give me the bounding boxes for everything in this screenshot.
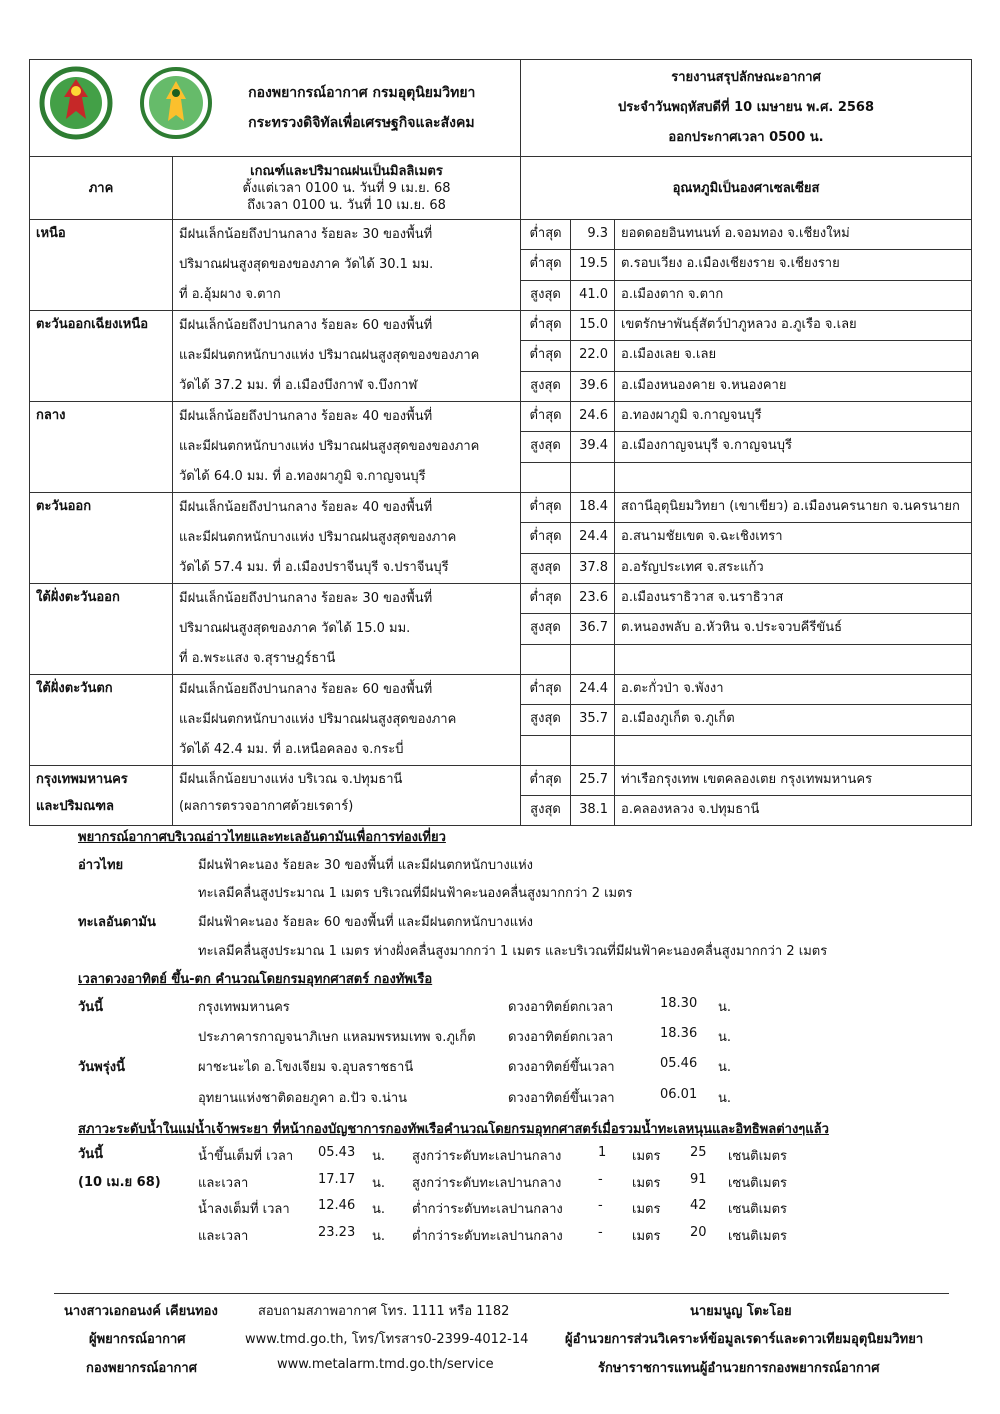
- region-name-line: เหนือ: [36, 226, 66, 241]
- region-name: [30, 493, 173, 584]
- rain-header-line-1: เกณฑ์และปริมาณฝนเป็นมิลลิเมตร: [250, 163, 443, 179]
- forecaster-division: กองพยากรณ์อากาศ: [86, 1361, 197, 1376]
- tide-m: 1: [598, 1145, 607, 1160]
- temp-place: [615, 462, 972, 492]
- temp-place: อ.สนามชัยเขต จ.ฉะเชิงเทรา: [615, 523, 972, 553]
- gulf-line-1: มีฝนฟ้าคะนอง ร้อยละ 30 ของพื้นที่ และมีฝนตกหนักบางแห่ง: [198, 858, 534, 873]
- report-title: รายงานสรุปลักษณะอากาศ: [671, 70, 821, 85]
- temp-value: 25.7: [571, 766, 615, 796]
- sun-time: 06.01: [660, 1087, 698, 1102]
- tide-mu: เมตร: [632, 1229, 661, 1244]
- temp-value: [571, 735, 615, 765]
- report-issue-time: ออกประกาศเวลา 0500 น.: [668, 130, 824, 145]
- sun-event: ดวงอาทิตย์ตกเวลา: [508, 1000, 614, 1015]
- footer-divider: [54, 1293, 949, 1294]
- temp-kind: ต่ำสุด: [521, 402, 571, 432]
- director-title: ผู้อำนวยการส่วนวิเคราะห์ข้อมูลเรดาร์และดาวเทียมอุตุนิยมวิทยา: [565, 1332, 924, 1347]
- contact-service-url[interactable]: www.metalarm.tmd.go.th/service: [277, 1357, 494, 1372]
- region-name: [30, 311, 173, 402]
- rain-line: มีฝนเล็กน้อยถึงปานกลาง ร้อยละ 60 ของพื้นที่: [179, 682, 433, 697]
- andaman-label: ทะเลอันดามัน: [78, 915, 156, 930]
- temp-value: 24.4: [571, 675, 615, 705]
- sun-time: 18.30: [660, 996, 698, 1011]
- temp-kind: ต่ำสุด: [521, 675, 571, 705]
- director-acting-title: รักษาราชการแทนผู้อำนวยการกองพยากรณ์อากาศ: [598, 1361, 880, 1376]
- region-name-line: ใต้ฝั่งตะวันออก: [36, 590, 120, 605]
- tide-cm: 25: [690, 1145, 707, 1160]
- sun-unit: น.: [718, 1000, 732, 1015]
- column-header-temperature: อุณหภูมิเป็นองศาเซลเซียส: [521, 157, 972, 220]
- temp-place: อ.เมืองกาญจนบุรี จ.กาญจนบุรี: [615, 432, 972, 462]
- tide-unit: น.: [372, 1202, 386, 1217]
- tide-mu: เมตร: [632, 1202, 661, 1217]
- rain-line: วัดได้ 57.4 มม. ที่ อ.เมืองปราจีนบุรี จ.ปราจีนบุรี: [179, 560, 449, 575]
- temp-value: 39.4: [571, 432, 615, 462]
- sun-tomorrow-label: วันพรุ่งนี้: [78, 1060, 125, 1075]
- temp-place: ต.หนองพลับ อ.หัวหิน จ.ประจวบคีรีขันธ์: [615, 614, 972, 644]
- contact-phone: สอบถามสภาพอากาศ โทร. 1111 หรือ 1182: [258, 1304, 510, 1319]
- temp-kind: สูงสุด: [521, 432, 571, 462]
- tide-mu: เมตร: [632, 1149, 661, 1164]
- temp-value: 39.6: [571, 371, 615, 401]
- temp-value: 18.4: [571, 493, 615, 523]
- header-organization-cell: [30, 60, 521, 157]
- forecaster-name: นางสาวเอกอนงค์ เคียนทอง: [64, 1304, 218, 1319]
- temp-kind: สูงสุด: [521, 705, 571, 735]
- region-name-line: ตะวันออก: [36, 499, 92, 514]
- rain-line: ปริมาณฝนสูงสุดของของภาค วัดได้ 30.1 มม.: [179, 257, 434, 272]
- contact-website[interactable]: www.tmd.go.th, โทร/โทรสาร0-2399-4012-14: [245, 1332, 529, 1347]
- rain-line: วัดได้ 42.4 มม. ที่ อ.เหนือคลอง จ.กระบี่: [179, 742, 404, 757]
- sun-time: 18.36: [660, 1026, 698, 1041]
- region-name-line: ตะวันออกเฉียงเหนือ: [36, 317, 149, 332]
- weather-summary-table: [29, 59, 972, 826]
- temp-place: [615, 735, 972, 765]
- marine-forecast-title: พยากรณ์อากาศบริเวณอ่าวไทยและทะเลอันดามันเพื่อการท่องเที่ยว: [78, 830, 446, 845]
- tide-m: -: [598, 1198, 603, 1213]
- sun-time: 05.46: [660, 1056, 698, 1071]
- temp-kind: [521, 644, 571, 674]
- temp-value: 22.0: [571, 341, 615, 371]
- org-line-2: กระทรวงดิจิทัลเพื่อเศรษฐกิจและสังคม: [248, 115, 475, 131]
- temp-place: เขตรักษาพันธุ์สัตว์ป่าภูหลวง อ.ภูเรือ จ.เลย: [615, 311, 972, 341]
- tide-cmu: เซนติเมตร: [728, 1176, 788, 1191]
- temp-value: 24.6: [571, 402, 615, 432]
- temp-kind: [521, 462, 571, 492]
- tide-label: น้ำขึ้นเต็มที่ เวลา: [198, 1149, 294, 1164]
- rain-line: และมีฝนตกหนักบางแห่ง ปริมาณฝนสูงสุดของภาค: [179, 712, 457, 727]
- temp-place: สถานีอุตุนิยมวิทยา (เขาเขียว) อ.เมืองนครนายก จ.นครนายก: [615, 493, 972, 523]
- sun-place: ประภาคารกาญจนาภิเษก แหลมพรหมเทพ จ.ภูเก็ต: [198, 1030, 476, 1045]
- rain-line: มีฝนเล็กน้อยบางแห่ง บริเวณ จ.ปทุมธานี: [179, 772, 403, 787]
- temp-place: อ.เมืองเลย จ.เลย: [615, 341, 972, 371]
- region-name-line: กลาง: [36, 408, 66, 423]
- region-row: [30, 766, 972, 796]
- region-row: [30, 675, 972, 705]
- temp-kind: สูงสุด: [521, 371, 571, 401]
- sun-event: ดวงอาทิตย์ขึ้นเวลา: [508, 1060, 615, 1075]
- temp-kind: สูงสุด: [521, 796, 571, 826]
- report-title-cell: [521, 60, 972, 157]
- rain-line: และมีฝนตกหนักบางแห่ง ปริมาณฝนสูงสุดของภาค: [179, 530, 457, 545]
- tide-cm: 91: [690, 1172, 707, 1187]
- column-header-rain: [173, 157, 521, 220]
- tide-cm: 42: [690, 1198, 707, 1213]
- tide-time: 17.17: [318, 1172, 356, 1187]
- temp-kind: ต่ำสุด: [521, 766, 571, 796]
- temp-kind: ต่ำสุด: [521, 523, 571, 553]
- sun-place: ผาชะนะได อ.โขงเจียม จ.อุบลราชธานี: [198, 1060, 414, 1075]
- tide-date-label: (10 เม.ย 68): [78, 1175, 161, 1190]
- tide-m: -: [598, 1172, 603, 1187]
- temp-kind: สูงสุด: [521, 553, 571, 583]
- andaman-line-1: มีฝนฟ้าคะนอง ร้อยละ 60 ของพื้นที่ และมีฝนตกหนักบางแห่ง: [198, 915, 534, 930]
- temp-kind: ต่ำสุด: [521, 493, 571, 523]
- rain-line: และมีฝนตกหนักบางแห่ง ปริมาณฝนสูงสุดของของภาค: [179, 348, 480, 363]
- region-row: [30, 311, 972, 341]
- region-name: [30, 766, 173, 826]
- tide-unit: น.: [372, 1229, 386, 1244]
- region-rain-description: [173, 311, 521, 402]
- tide-unit: น.: [372, 1149, 386, 1164]
- tide-mu: เมตร: [632, 1176, 661, 1191]
- sun-event: ดวงอาทิตย์ตกเวลา: [508, 1030, 614, 1045]
- temp-place: อ.เมืองตาก จ.ตาก: [615, 280, 972, 310]
- director-name: นายมนูญ โตะโอย: [690, 1304, 792, 1319]
- region-rain-description: [173, 493, 521, 584]
- region-row: [30, 220, 972, 250]
- temp-place: อ.ตะกั่วป่า จ.พังงา: [615, 675, 972, 705]
- region-rain-description: [173, 766, 521, 826]
- tide-day-label: วันนี้: [78, 1147, 104, 1162]
- region-name: [30, 675, 173, 766]
- sun-unit: น.: [718, 1060, 732, 1075]
- temp-value: 41.0: [571, 280, 615, 310]
- temp-value: 15.0: [571, 311, 615, 341]
- temp-kind: ต่ำสุด: [521, 220, 571, 250]
- ministry-and-tmd-logo-icon: [36, 63, 216, 143]
- tide-m: -: [598, 1225, 603, 1240]
- sun-place: กรุงเทพมหานคร: [198, 1000, 290, 1015]
- region-row: [30, 402, 972, 432]
- sun-event: ดวงอาทิตย์ขึ้นเวลา: [508, 1091, 615, 1106]
- region-row: [30, 493, 972, 523]
- rain-line: มีฝนเล็กน้อยถึงปานกลาง ร้อยละ 30 ของพื้นที่: [179, 591, 433, 606]
- tide-label: น้ำลงเต็มที่ เวลา: [198, 1202, 290, 1217]
- temp-value: [571, 644, 615, 674]
- rain-line: มีฝนเล็กน้อยถึงปานกลาง ร้อยละ 40 ของพื้นที่: [179, 500, 433, 515]
- temp-value: 24.4: [571, 523, 615, 553]
- andaman-line-2: ทะเลมีคลื่นสูงประมาณ 1 เมตร ห่างฝั่งคลื่นสูงมากกว่า 1 เมตร และบริเวณที่มีฝนฟ้าคะนองคลื่นสูงมากกว่า 2 เมตร: [198, 944, 828, 959]
- tide-time: 12.46: [318, 1198, 356, 1213]
- tide-cmu: เซนติเมตร: [728, 1202, 788, 1217]
- temp-kind: ต่ำสุด: [521, 311, 571, 341]
- region-name: [30, 584, 173, 675]
- temp-value: [571, 462, 615, 492]
- tide-time: 23.23: [318, 1225, 356, 1240]
- region-name-line: และปริมณฑล: [36, 799, 114, 814]
- temp-place: อ.เมืองภูเก็ต จ.ภูเก็ต: [615, 705, 972, 735]
- tide-time: 05.43: [318, 1145, 356, 1160]
- forecaster-title: ผู้พยากรณ์อากาศ: [89, 1332, 186, 1347]
- region-name: [30, 220, 173, 311]
- column-header-region: ภาค: [30, 157, 173, 220]
- rain-header-line-2: ตั้งแต่เวลา 0100 น. วันที่ 9 เม.ย. 68: [242, 180, 451, 196]
- region-row: [30, 584, 972, 614]
- sun-unit: น.: [718, 1030, 732, 1045]
- tide-label: และเวลา: [198, 1176, 249, 1191]
- sun-unit: น.: [718, 1091, 732, 1106]
- temp-kind: [521, 735, 571, 765]
- temp-value: 9.3: [571, 220, 615, 250]
- rain-line: มีฝนเล็กน้อยถึงปานกลาง ร้อยละ 60 ของพื้นที่: [179, 318, 433, 333]
- temp-kind: ต่ำสุด: [521, 250, 571, 280]
- sun-title: เวลาดวงอาทิตย์ ขึ้น-ตก คำนวณโดยกรมอุทกศาสตร์ กองทัพเรือ: [78, 972, 433, 987]
- rain-line: มีฝนเล็กน้อยถึงปานกลาง ร้อยละ 40 ของพื้นที่: [179, 409, 433, 424]
- temp-place: ยอดดอยอินทนนท์ อ.จอมทอง จ.เชียงใหม่: [615, 220, 972, 250]
- temp-value: 19.5: [571, 250, 615, 280]
- temp-kind: ต่ำสุด: [521, 341, 571, 371]
- rain-line: มีฝนเล็กน้อยถึงปานกลาง ร้อยละ 30 ของพื้นที่: [179, 227, 433, 242]
- tide-title: สภาวะระดับน้ำในแม่น้ำเจ้าพระยา ที่หน้ากองบัญชาการกองทัพเรือคำนวณโดยกรมอุทกศาสตร์เมื่อรวมน้ำทะเลหนุนและอิทธิพลต่างๆแล้ว: [78, 1122, 829, 1137]
- region-name-line: กรุงเทพมหานคร: [36, 772, 128, 787]
- region-rain-description: [173, 220, 521, 311]
- report-date: ประจำวันพฤหัสบดีที่ 10 เมษายน พ.ศ. 2568: [618, 100, 875, 115]
- temp-place: [615, 644, 972, 674]
- region-rain-description: [173, 584, 521, 675]
- tide-rel: ต่ำกว่าระดับทะเลปานกลาง: [412, 1202, 563, 1217]
- temp-kind: สูงสุด: [521, 614, 571, 644]
- region-rain-description: [173, 402, 521, 493]
- tide-cmu: เซนติเมตร: [728, 1149, 788, 1164]
- org-line-1: กองพยากรณ์อากาศ กรมอุตุนิยมวิทยา: [248, 85, 476, 101]
- temp-kind: สูงสุด: [521, 280, 571, 310]
- temp-place: อ.ทองผาภูมิ จ.กาญจนบุรี: [615, 402, 972, 432]
- logos: [36, 63, 216, 153]
- temp-place: ท่าเรือกรุงเทพ เขตคลองเตย กรุงเทพมหานคร: [615, 766, 972, 796]
- region-name-line: ใต้ฝั่งตะวันตก: [36, 681, 113, 696]
- temp-value: 38.1: [571, 796, 615, 826]
- tide-cmu: เซนติเมตร: [728, 1229, 788, 1244]
- region-name: [30, 402, 173, 493]
- temp-value: 35.7: [571, 705, 615, 735]
- tide-cm: 20: [690, 1225, 707, 1240]
- rain-line: ปริมาณฝนสูงสุดของภาค วัดได้ 15.0 มม.: [179, 621, 411, 636]
- rain-header-line-3: ถึงเวลา 0100 น. วันที่ 10 เม.ย. 68: [247, 197, 446, 213]
- region-rain-description: [173, 675, 521, 766]
- gulf-label: อ่าวไทย: [78, 858, 124, 873]
- temp-place: อ.เมืองหนองคาย จ.หนองคาย: [615, 371, 972, 401]
- tide-rel: ต่ำกว่าระดับทะเลปานกลาง: [412, 1229, 563, 1244]
- tide-rel: สูงกว่าระดับทะเลปานกลาง: [412, 1176, 562, 1191]
- temp-place: อ.อรัญประเทศ จ.สระแก้ว: [615, 553, 972, 583]
- temp-value: 23.6: [571, 584, 615, 614]
- gulf-line-2: ทะเลมีคลื่นสูงประมาณ 1 เมตร บริเวณที่มีฝนฟ้าคะนองคลื่นสูงมากกว่า 2 เมตร: [198, 886, 633, 901]
- rain-line: วัดได้ 37.2 มม. ที่ อ.เมืองบึงกาฬ จ.บึงกาฬ: [179, 378, 418, 393]
- temp-value: 36.7: [571, 614, 615, 644]
- temp-place: ต.รอบเวียง อ.เมืองเชียงราย จ.เชียงราย: [615, 250, 972, 280]
- rain-line: ที่ อ.อุ้มผาง จ.ตาก: [179, 287, 281, 302]
- region-rows: [30, 220, 972, 826]
- rain-line: ที่ อ.พระแสง จ.สุราษฎร์ธานี: [179, 651, 336, 666]
- temp-kind: ต่ำสุด: [521, 584, 571, 614]
- tide-label: และเวลา: [198, 1229, 249, 1244]
- temp-place: อ.เมืองนราธิวาส จ.นราธิวาส: [615, 584, 972, 614]
- sun-today-label: วันนี้: [78, 1000, 104, 1015]
- sun-place: อุทยานแห่งชาติดอยภูคา อ.ปัว จ.น่าน: [198, 1091, 408, 1106]
- temp-place: อ.คลองหลวง จ.ปทุมธานี: [615, 796, 972, 826]
- tide-rel: สูงกว่าระดับทะเลปานกลาง: [412, 1149, 562, 1164]
- rain-line: วัดได้ 64.0 มม. ที่ อ.ทองผาภูมิ จ.กาญจนบุรี: [179, 469, 426, 484]
- tide-unit: น.: [372, 1176, 386, 1191]
- rain-line: (ผลการตรวจอากาศด้วยเรดาร์): [179, 799, 354, 814]
- temp-value: 37.8: [571, 553, 615, 583]
- rain-line: และมีฝนตกหนักบางแห่ง ปริมาณฝนสูงสุดของของภาค: [179, 439, 480, 454]
